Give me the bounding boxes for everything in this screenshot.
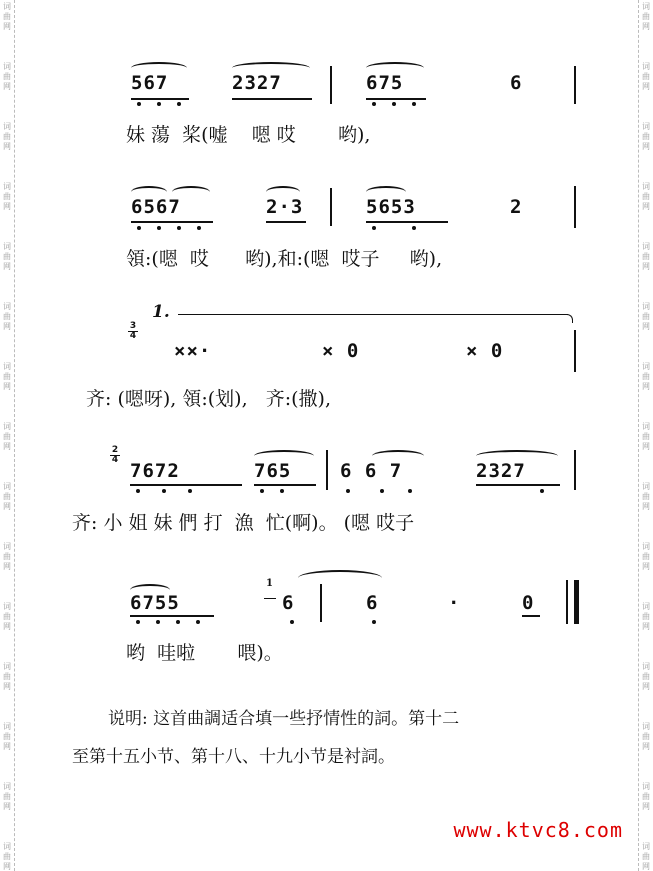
watermark-char: 曲	[642, 372, 650, 381]
watermark-char: 曲	[3, 312, 11, 321]
lyrics-line: 領:(嗯 哎 哟),和:(嗯 哎子 哟),	[126, 248, 443, 270]
notation-group: 765	[254, 460, 292, 482]
watermark-char: 词	[642, 842, 650, 851]
watermark-char: 曲	[3, 672, 11, 681]
lyrics-line: 哟 哇啦 喂)。	[126, 642, 283, 664]
watermark-char: 词	[642, 782, 650, 791]
watermark-char: 网	[642, 802, 650, 811]
watermark-char: 词	[3, 662, 11, 671]
watermark-char: 词	[3, 182, 11, 191]
watermark-char: 曲	[3, 432, 11, 441]
octave-dot	[137, 102, 141, 106]
lyrics-line: 齐: (嗯呀), 領:(划), 齐:(撒),	[86, 388, 331, 410]
underline	[131, 98, 189, 100]
final-bar-thick	[574, 580, 579, 624]
watermark-char: 曲	[642, 672, 650, 681]
watermark-char: 曲	[642, 312, 650, 321]
underline	[131, 221, 213, 223]
octave-dot	[412, 226, 416, 230]
underline	[130, 484, 242, 486]
octave-dot	[176, 620, 180, 624]
watermark-char: 网	[642, 82, 650, 91]
watermark-char: 词	[642, 602, 650, 611]
watermark-char: 网	[3, 562, 11, 571]
watermark-char: 曲	[642, 72, 650, 81]
watermark-char: 网	[642, 502, 650, 511]
explanation-line: 说明: 这首曲調适合填一些抒情性的詞。第十二	[108, 709, 460, 729]
site-url[interactable]: www.ktvc8.com	[453, 818, 623, 842]
bar-line	[326, 450, 328, 490]
watermark-char: 曲	[3, 132, 11, 141]
octave-dot	[290, 620, 294, 624]
watermark-char: 曲	[642, 12, 650, 21]
watermark-char: 词	[642, 362, 650, 371]
notation-group: 2327	[232, 72, 282, 94]
watermark-char: 曲	[3, 12, 11, 21]
watermark-char: 网	[3, 202, 11, 211]
notation-group: 6	[282, 592, 295, 614]
watermark-char: 曲	[3, 492, 11, 501]
watermark-char: 曲	[642, 732, 650, 741]
watermark-char: 词	[3, 842, 11, 851]
underline	[130, 615, 214, 617]
watermark-char: 词	[3, 62, 11, 71]
watermark-char: 网	[3, 682, 11, 691]
watermark-char: 曲	[642, 492, 650, 501]
octave-dot	[157, 102, 161, 106]
notation-group: 2	[510, 196, 523, 218]
watermark-char: 曲	[3, 792, 11, 801]
octave-dot	[346, 489, 350, 493]
watermark-char: 曲	[642, 852, 650, 861]
notation-group: 7672	[130, 460, 180, 482]
watermark-char: 曲	[642, 552, 650, 561]
bar-line	[574, 330, 576, 372]
watermark-char: 网	[3, 82, 11, 91]
watermark-char: 词	[3, 602, 11, 611]
watermark-char: 网	[642, 442, 650, 451]
watermark-char: 网	[3, 442, 11, 451]
watermark-char: 词	[3, 362, 11, 371]
watermark-char: 词	[642, 2, 650, 11]
watermark-char: 网	[642, 262, 650, 271]
watermark-char: 曲	[642, 252, 650, 261]
watermark-char: 词	[3, 722, 11, 731]
watermark-char: 词	[642, 542, 650, 551]
watermark-char: 词	[3, 782, 11, 791]
notation-group: 6567	[131, 196, 181, 218]
octave-dot	[372, 226, 376, 230]
watermark-char: 曲	[642, 432, 650, 441]
notation-group: 6755	[130, 592, 180, 614]
underline	[476, 484, 560, 486]
notation-group: 6	[510, 72, 523, 94]
watermark-char: 词	[3, 242, 11, 251]
grace-note-line	[264, 598, 276, 599]
grace-note: 1	[266, 578, 273, 589]
octave-dot	[408, 489, 412, 493]
watermark-char: 词	[642, 722, 650, 731]
notation-group: 6 6 7	[340, 460, 403, 482]
watermark-char: 曲	[3, 552, 11, 561]
underline	[366, 221, 448, 223]
notation-group: ××·	[174, 340, 212, 362]
volta-label: 1.	[152, 302, 170, 322]
time-signature: 3 4	[129, 321, 137, 341]
octave-dot	[260, 489, 264, 493]
octave-dot	[372, 102, 376, 106]
notation-group: 0	[522, 592, 535, 614]
watermark-char: 网	[3, 22, 11, 31]
octave-dot	[280, 489, 284, 493]
notation-group: 2·3	[266, 196, 304, 218]
watermark-char: 词	[3, 122, 11, 131]
underline	[254, 484, 316, 486]
watermark-char: 曲	[642, 132, 650, 141]
volta-bracket-end	[566, 314, 573, 323]
lyrics-line: 妹 蕩 桨(嘘 嗯 哎 哟),	[126, 124, 371, 146]
watermark-char: 网	[642, 742, 650, 751]
octave-dot	[162, 489, 166, 493]
watermark-char: 网	[3, 322, 11, 331]
watermark-char: 曲	[642, 792, 650, 801]
watermark-char: 网	[642, 562, 650, 571]
octave-dot	[380, 489, 384, 493]
watermark-char: 词	[3, 302, 11, 311]
watermark-char: 网	[3, 622, 11, 631]
watermark-char: 网	[642, 682, 650, 691]
watermark-char: 词	[3, 542, 11, 551]
octave-dot	[177, 102, 181, 106]
octave-dot	[196, 620, 200, 624]
time-signature: 2 4	[111, 445, 119, 465]
notation-group: × 0	[466, 340, 504, 362]
watermark-char: 曲	[3, 612, 11, 621]
octave-dot	[412, 102, 416, 106]
watermark-char: 网	[642, 202, 650, 211]
underline	[522, 615, 540, 617]
watermark-char: 网	[3, 742, 11, 751]
watermark-char: 网	[3, 382, 11, 391]
notation-group: 5653	[366, 196, 416, 218]
notation-group: 2327	[476, 460, 526, 482]
watermark-char: 曲	[3, 192, 11, 201]
underline	[266, 221, 306, 223]
bar-line	[330, 188, 332, 226]
bar-line	[320, 584, 322, 622]
watermark-char: 词	[642, 422, 650, 431]
watermark-char: 网	[3, 802, 11, 811]
explanation-line: 至第十五小节、第十八、十九小节是衬詞。	[72, 747, 395, 767]
notation-group: × 0	[322, 340, 360, 362]
octave-dot	[136, 489, 140, 493]
watermark-char: 词	[642, 242, 650, 251]
octave-dot	[137, 226, 141, 230]
watermark-char: 曲	[3, 72, 11, 81]
watermark-char: 网	[642, 22, 650, 31]
watermark-char: 词	[642, 122, 650, 131]
watermark-char: 曲	[642, 612, 650, 621]
octave-dot	[197, 226, 201, 230]
watermark-char: 网	[642, 322, 650, 331]
octave-dot	[136, 620, 140, 624]
watermark-char: 网	[642, 862, 650, 871]
octave-dot	[157, 226, 161, 230]
watermark-char: 曲	[3, 252, 11, 261]
watermark-char: 网	[642, 142, 650, 151]
notation-group: 675	[366, 72, 404, 94]
notation-group: ·	[448, 592, 461, 614]
octave-dot	[372, 620, 376, 624]
bar-line	[574, 450, 576, 490]
watermark-char: 网	[3, 262, 11, 271]
watermark-char: 词	[642, 182, 650, 191]
watermark-char: 网	[3, 142, 11, 151]
bar-line	[574, 186, 576, 228]
watermark-char: 词	[3, 2, 11, 11]
watermark-char: 词	[642, 62, 650, 71]
octave-dot	[392, 102, 396, 106]
watermark-char: 词	[642, 482, 650, 491]
underline	[232, 98, 312, 100]
watermark-char: 曲	[3, 852, 11, 861]
notation-group: 6	[366, 592, 379, 614]
final-bar-thin	[566, 580, 568, 624]
watermark-char: 网	[642, 382, 650, 391]
watermark-char: 曲	[3, 372, 11, 381]
underline	[366, 98, 426, 100]
bar-line	[574, 66, 576, 104]
volta-bracket	[178, 314, 568, 315]
octave-dot	[156, 620, 160, 624]
octave-dot	[188, 489, 192, 493]
watermark-char: 网	[642, 622, 650, 631]
bar-line	[330, 66, 332, 104]
watermark-char: 网	[3, 862, 11, 871]
watermark-char: 曲	[642, 192, 650, 201]
watermark-char: 网	[3, 502, 11, 511]
watermark-char: 曲	[3, 732, 11, 741]
watermark-char: 词	[3, 422, 11, 431]
octave-dot	[177, 226, 181, 230]
watermark-char: 词	[642, 302, 650, 311]
notation-group: 567	[131, 72, 169, 94]
watermark-char: 词	[642, 662, 650, 671]
slur	[298, 570, 382, 586]
watermark-char: 词	[3, 482, 11, 491]
lyrics-line: 齐: 小 姐 妹 們 打 漁 忙(啊)。 (嗯 哎子	[72, 512, 415, 534]
octave-dot	[540, 489, 544, 493]
